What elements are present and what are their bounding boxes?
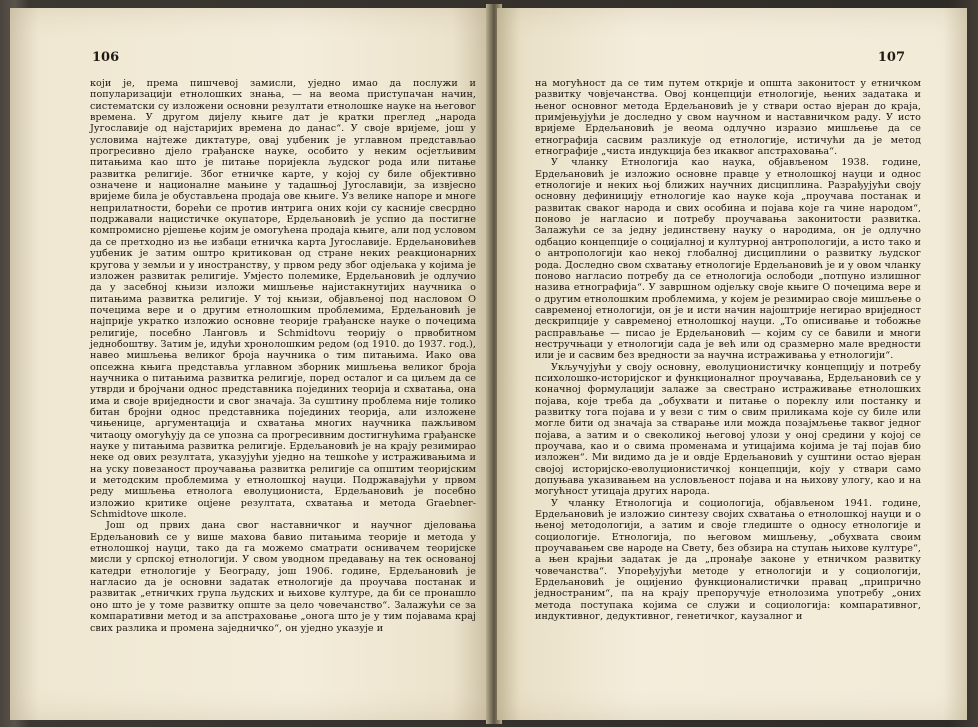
left-page (10, 8, 490, 720)
page-number: 107 (877, 50, 905, 65)
right-page (497, 8, 967, 720)
paragraph: Укључујући у своју основну, еволуционистичку концепцију и потребу психолошко-историјског и функционалног проучавања, Ердељановић се у коначној формулацији залаже за свестрано истраживање етнолошких појава, које треба да „обухвати и питање о пореклу или постанку и развитку тога појава и у вези с тим о свим приликама које су биле или могле бити од значаја за стварање или можда позајмљење таквог једног појава, а затим и о свеколикој његовој улози у оној средини у којој се проучава, као и о свима променама и утицајима којима је тај појав био изложен“. Ми видимо да је и овдје Ердељановић у суштини остао вјеран својој историјско-еволуционистичкој концепцији, коју у ствари само допуњава указивањем на условљеност појава и на њихову улогу, као и на могућност утицаја других народа. (535, 361, 921, 498)
paragraph: који је, према пишчевој замисли, уједно имао да послужи и популаризацији етнолошких знања, — на веома приступачан начин, систематски су изложени основни резултати етнолошке науке на његовог времена. У другом дијелу књиге дат је кратки преглед „народа Југославије од најстаријих времена до данас“. У своје вријеме, још у условима најтеже диктатуре, овај уџбеник је углавном представљао прогресивно дјело грађанске науке, особито у неким осјетљивим питањима као што је питање поријекла људског рода или питање развитка религије. Због етничке карте, у којој су биле објективно означене и националне мањине у тадашњој Југославији, за извјесно вријеме била је обустављена продаја ове књиге. Уз велике напоре и многе неприлатности, борећи се против интрига оних који су касније свесрдно подржавали нацистичке окупаторе, Ердељановић је успио да постигне компромисно рјешење којим је омогућена продаја књиге, али под условом да се претходно из ње избаци етничка карта Југославије. Ердељановићев уџбеник је затим оштро критикован од стране неких реакционарних кругова у земљи и у иностранству, у првом реду због одјељака у којима је изложен развитак религије. Умјесто полемике, Ердељановић је одлучио да у засебној књизи изложи мишљење најистакнутијих научника о питањима развитка религије. У тој књизи, објављеној под насловом О почецима вере и о другим етнолошким проблемима, Ердељановић је најприје укратко изложио основне теорије грађанске науке о почецима религије, посебно Ланговљ и Schmidtovu теорију о првобитном једнобоштву. Затим је, идући хронолошким редом (од 1910. до 1937. год.), навео мишљења великог броја научника о тим питањима. Иако ова опсежна књига представља углавном зборник мишљења великог броја научника о питањима развитка религије, поред осталог и са циљем да се утврди и бројчани однос представника појединих теорија и схватања, она има и своје вриједности и свог значаја. За суштину проблема није толико битан бројни однос представника појединих теорија, али изложене чињенице, аргументација и схватања многих научника пажљивом читаоцу омогућују да се упозна са прогресивним достигнућима грађанске науке у питањима развитка религије. Ердељановић је на крају резимирао неке од ових резултата, указујући уједно на тешкоће у истраживањима и на уску повезаност проучавања развитка религије са општим теоријским и методским проблемима у етнолошкој науци. Подржавајући у првом реду мишљења етнолога еволуциониста, Ердељановић је посебно изложио критике оцјене резултата, схватања и метода Graebner-Schmidtove школе. (90, 78, 476, 521)
page-body-text (90, 78, 476, 634)
page-body-text (535, 78, 921, 623)
paragraph: У чланку Етнологија и социологија, објављеном 1941. године, Ердељановић је изложио синтезу својих схватања о етнолошкој науци и о њеној методологији, а затим и своје гледиште о односу етнологије и социологије. Етнологија, по његовом мишљењу, „обухвата своим проучавањем све народе на Свету, без обзира на ступањ њихове културе“, а њен крајњи задатак је да „пронађе законе у етничком развитку човечанства“. Упоређујући методе у етнологији и у социологији, Ердељановић је оцијенио функционалистички правац „припрично једностраним“, па на крају препоручује етнолозима употребу „оних метода поступака којима се служи и социологија: компаративног, индуктивног, дедуктивног, генетичког, каузалног и (535, 497, 921, 623)
paragraph: У чланку Етнологија као наука, објављеном 1938. године, Ердељановић је изложио основне правце у етнолошкој науци и однос етнологије и неких њој ближих научних дисциплина. Разрађујући своју основну дефиницију етнологије као науке која „проучава постанак и развитак сваког народа и свих особина и појава које га чине народом“, поново је нагласио и потребу проучавања законитости развитка. Залажући се за једну јединствену науку о народима, он је одлучно одбацио концепције о социјалној и културној антропологији, а исто тако и о антропологији као некој глобалној дисциплини о развитку људског рода. Доследно свом схватању етнологије Ердељановић је и у овом чланку поново нагласио потребу да се етнологија ослободи „потпуно излишног назива етнографија“. У завршном одјељку своје књиге О почецима вере и о другим етнолошким проблемима, у којем је резимирао своје мишљење о савременој етнологији, он је и исти начин најоштрије негирао вриједност дескрипције у савременој етнолошкој науци. „То описивање и тобожње расправљање — писао је Ердељановић — којим су се бавили и многи нестручњаци у етнологији сада је већ или од сразмерно мале вредности или је и сасвим без вредности за научна истраживања у етнологији“. (535, 157, 921, 362)
page-number: 106 (92, 50, 120, 65)
paragraph: Још од првих дана свог наставничког и научног дјеловања Ердељановић се у више махова бавио питањима теорије и метода у етнолошкој науци, тако да га можемо сматрати оснивачем теоријске мисли у српској етнологији. У свом уводном предавању на тек основаној катедри етнологије у Београду, још 1906. године, Ердељановић је нагласио да је основни задатак етнологије да проучава постанак и развитак „етничких група људских и њихове културе, да би се пронашло оно што је у томе развитку опште за цело човечанство“. Залажући се за компаративни метод и за апстраховање „онога што је у тим појавама крај свих разлика и промена заједничко“, он уједно указује и (90, 520, 476, 634)
paragraph: на могућност да се тим путем открије и општа законитост у етничком развитку човјечанства. Овој концепцији етнологије, њених задатака и њеног основног метода Ердељановић је у ствари остао вјеран до краја, примјењујући је доследно у свом научном и наставничком раду. У исто вријеме Ердељановић је веома одлучно изразио мишљење да се етнографија сасвим разликује од етнологије, истичући да је метод етнографије „чиста индукција без икаквог апстраховања“. (535, 78, 921, 158)
